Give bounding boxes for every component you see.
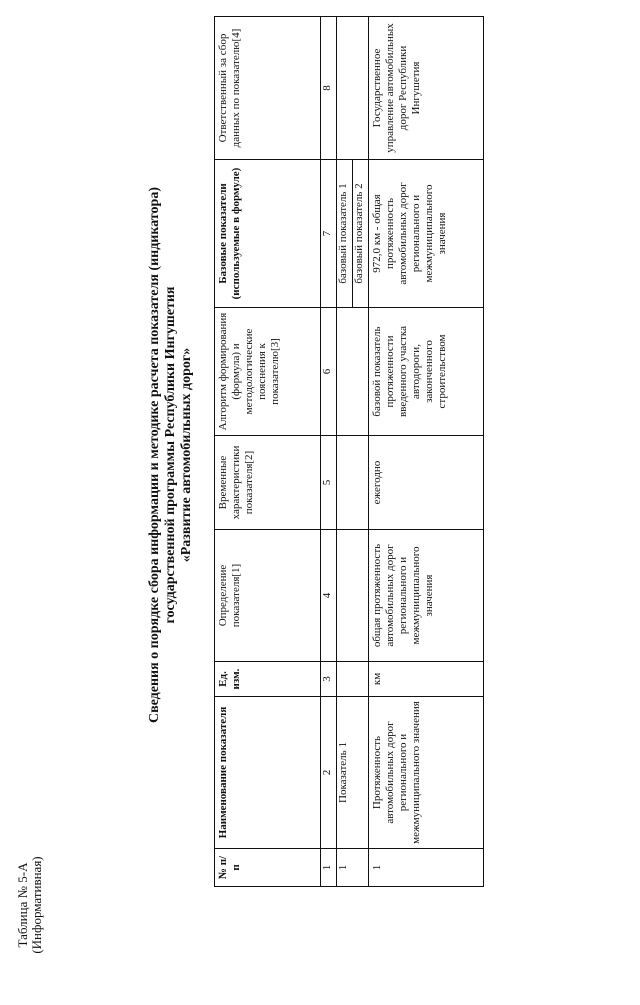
column-number: 7	[321, 160, 337, 308]
group-empty-cell	[337, 17, 369, 160]
group-empty-cell	[337, 436, 369, 530]
header-number: № п/п	[215, 849, 321, 887]
header-unit: Ед. изм.	[215, 662, 321, 697]
header-base: Базовые показатели (используемые в формуле)	[215, 160, 321, 308]
base-indicator-2: базовый показатель 2	[353, 160, 369, 308]
column-number: 4	[321, 530, 337, 662]
row-number: 1	[369, 849, 484, 887]
header-period: Временные характеристики показателя[2]	[215, 436, 321, 530]
table-caption	[16, 805, 44, 1005]
indicator-row	[369, 17, 484, 887]
column-number: 8	[321, 17, 337, 160]
indicator-table	[214, 16, 484, 887]
header-responsible: Ответственный за сбор данных по показателю[4]	[215, 17, 321, 160]
group-name: Показатель 1	[337, 697, 369, 849]
row-algorithm: базовой показатель протяженности введенного участка автодороги, законченного строительством	[369, 308, 484, 436]
column-number-row	[321, 17, 337, 887]
table-kind: (Информативная)	[29, 856, 44, 954]
group-empty-cell	[337, 308, 369, 436]
header-row	[215, 17, 321, 887]
group-empty-cell	[337, 662, 369, 697]
title-line-1: Сведения о порядке сбора информации и методике расчета показателя (индикатора)	[147, 187, 162, 724]
header-algorithm: Алгоритм формирования (формула) и методологические пояснения к показателю[3]	[215, 308, 321, 436]
title-line-2: государственной программы Республики Ингушетия	[163, 286, 178, 624]
title-line-3: «Развитие автомобильных дорог»	[179, 347, 194, 563]
group-empty-cell	[337, 530, 369, 662]
document-title	[147, 105, 195, 805]
header-definition: Определение показателя[1]	[215, 530, 321, 662]
column-number: 5	[321, 436, 337, 530]
table-number: Таблица № 5-А	[15, 862, 30, 948]
row-period: ежегодно	[369, 436, 484, 530]
column-number: 3	[321, 662, 337, 697]
header-name: Наименование показателя	[215, 697, 321, 849]
base-indicator-1: базовый показатель 1	[337, 160, 353, 308]
column-number: 6	[321, 308, 337, 436]
row-name: Протяженность автомобильных дорог регионального и межмуниципального значения	[369, 697, 484, 849]
indicator-group-row	[337, 17, 353, 887]
row-responsible: Государственное управление автомобильных дорог Республики Ингушетия	[369, 17, 484, 160]
row-unit: км	[369, 662, 484, 697]
column-number: 2	[321, 697, 337, 849]
column-number: 1	[321, 849, 337, 887]
row-definition: общая протяженность автомобильных дорог регионального и межмуниципального значения	[369, 530, 484, 662]
group-number: 1	[337, 849, 369, 887]
row-base: 972,0 км - общая протяженность автомобильных дорог регионального и межмуниципального значения	[369, 160, 484, 308]
